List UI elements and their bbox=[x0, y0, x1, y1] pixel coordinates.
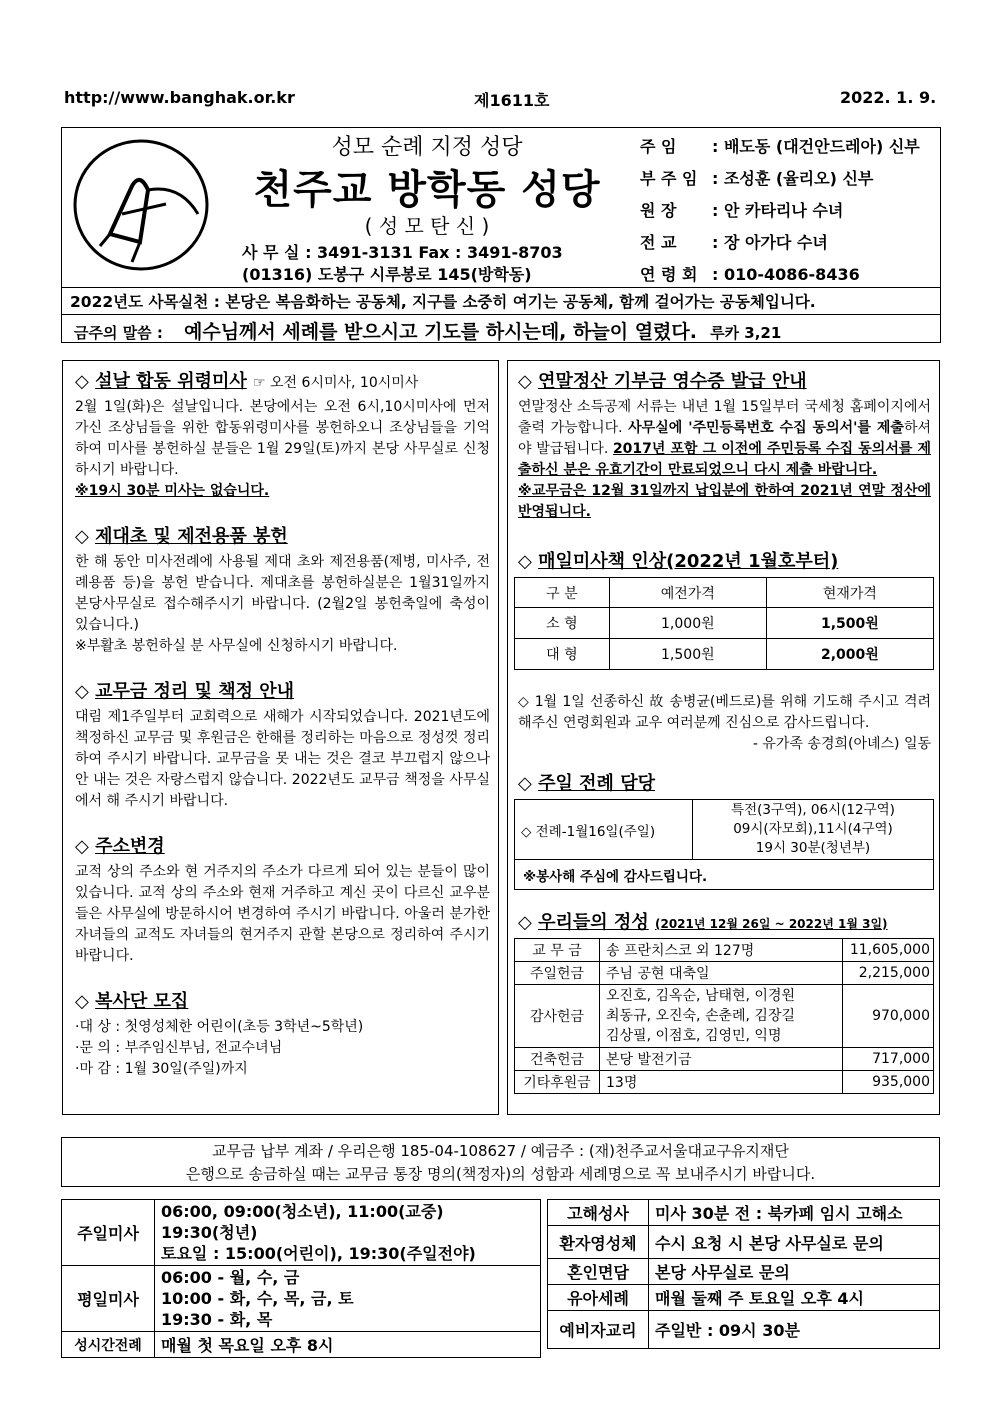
patron-name: ( 성 모 탄 신 ) bbox=[364, 214, 490, 238]
table-cell: 감사헌금 bbox=[515, 985, 600, 1048]
schedule-label: 유아세례 bbox=[548, 1285, 649, 1311]
divider bbox=[62, 287, 940, 288]
table-cell: 특전(3구역), 06시(12구역) 09시(자모회),11시(4구역) 19시 30분(청년부) bbox=[693, 800, 934, 860]
table-cell: 기타후원금 bbox=[515, 1071, 600, 1094]
paragraph: ◇ 1월 1일 선종하신 故 송병균(베드로)를 위해 기도해 주시고 격려해주신 연령회원과 교우 여러분께 진심으로 감사드립니다. bbox=[518, 694, 931, 731]
schedule-value: 매월 첫 목요일 오후 8시 bbox=[155, 1332, 541, 1358]
table-cell: 935,000 bbox=[843, 1071, 934, 1094]
schedule-label: 고해성사 bbox=[548, 1200, 649, 1226]
table-cell: 오진호, 김옥순, 남태현, 이경원 최동규, 오진숙, 손춘례, 김장길 김상필, 이점호, 김영민, 익명 bbox=[600, 985, 843, 1048]
schedule-label: 예비자교리 bbox=[548, 1311, 649, 1349]
schedule-label: 평일미사 bbox=[62, 1266, 155, 1332]
schedule-label: 성시간전례 bbox=[62, 1332, 155, 1358]
table-cell: 1,000원 bbox=[609, 608, 766, 639]
table-cell: 소 형 bbox=[515, 608, 610, 639]
schedule-value: 06:00 - 월, 수, 금 10:00 - 화, 수, 목, 금, 토 19:30 - 화, 목 bbox=[155, 1266, 541, 1332]
issue-number: 제1611호 bbox=[474, 91, 550, 110]
section-title: ◇ 복사단 모집 bbox=[75, 991, 189, 1012]
schedule-value: 수시 요청 시 본당 사무실로 문의 bbox=[649, 1226, 940, 1259]
table-cell: 970,000 bbox=[843, 985, 934, 1048]
section-title: ◇ 교무금 정리 및 책정 안내 bbox=[75, 681, 295, 702]
paragraph: 2월 1일(화)은 설날입니다. 본당에서는 오전 6시,10시미사에 먼저 가신 조상님들을 위한 합동위령미사를 봉헌하오니 조상님들을 기억하여 미사를 봉헌하실 분들은 1월 29일(토)까지 본당 사무실로 신청하시기 바랍니다. bbox=[75, 399, 490, 478]
schedule-value: 본당 사무실로 문의 bbox=[649, 1259, 940, 1285]
section-title: ◇ 제대초 및 제전용품 봉헌 bbox=[75, 526, 288, 547]
bank-info-box bbox=[61, 1137, 940, 1187]
table-cell: ◇ 전례-1월16일(주일) bbox=[515, 800, 693, 860]
left-column bbox=[62, 360, 499, 1115]
list-item: ·대 상 : 첫영성체한 어린이(초등 3학년~5학년) bbox=[75, 1019, 364, 1035]
signature-line: - 유가족 송경희(아녜스) 일동 bbox=[752, 736, 931, 752]
header-subtitle: 성모 순례 지정 성당 bbox=[331, 135, 523, 160]
office-phone: 사 무 실 : 3491-3131 Fax : 3491-8703 bbox=[242, 243, 563, 262]
table-cell: 주일헌금 bbox=[515, 962, 600, 985]
schedule-value: 매월 둘째 주 토요일 오후 4시 bbox=[649, 1285, 940, 1311]
pastoral-motto: 2022년도 사목실천 : 본당은 복음화하는 공동체, 지구를 소중히 여기는 공동체, 함께 걸어가는 공동체입니다. bbox=[70, 293, 816, 311]
staff-row: 부 주 임 : 조성훈 (율리오) 신부 bbox=[640, 169, 874, 188]
table-cell: 1,500원 bbox=[609, 639, 766, 670]
offering-table bbox=[514, 938, 934, 1094]
table-cell: 교 무 금 bbox=[515, 939, 600, 962]
price-table bbox=[514, 577, 934, 670]
table-cell: 717,000 bbox=[843, 1048, 934, 1071]
staff-row: 주 임 : 배도동 (대건안드레아) 신부 bbox=[640, 137, 920, 156]
liturgy-table bbox=[514, 799, 934, 890]
schedule-label: 주일미사 bbox=[62, 1200, 155, 1266]
section-title: ◇ 주일 전례 담당 bbox=[518, 773, 655, 794]
section-title: ◇ 설날 합동 위령미사 ☞ 오전 6시미사, 10시미사 bbox=[75, 371, 419, 392]
table-cell: ※봉사해 주심에 감사드립니다. bbox=[515, 860, 934, 890]
section-title: ◇ 매일미사책 인상(2022년 1월호부터) bbox=[518, 551, 839, 572]
staff-row: 연 령 회 : 010-4086-8436 bbox=[640, 265, 860, 284]
church-name: 천주교 방학동 성당 bbox=[253, 167, 601, 213]
issue-date: 2022. 1. 9. bbox=[840, 88, 937, 107]
mass-schedule-table bbox=[61, 1199, 541, 1358]
website-url: http://www.banghak.or.kr bbox=[64, 88, 295, 107]
church-logo bbox=[70, 134, 212, 276]
paragraph: ※19시 30분 미사는 없습니다. bbox=[75, 483, 270, 499]
divider bbox=[62, 314, 940, 315]
schedule-value: 주일반 : 09시 30분 bbox=[649, 1311, 940, 1349]
table-cell: 건축헌금 bbox=[515, 1048, 600, 1071]
table-cell: 주님 공현 대축일 bbox=[600, 962, 843, 985]
table-cell: 1,500원 bbox=[766, 608, 933, 639]
list-item: ·마 감 : 1월 30일(주일)까지 bbox=[75, 1061, 248, 1077]
section-title: ◇ 연말정산 기부금 영수증 발급 안내 bbox=[518, 371, 807, 392]
paragraph: 연말정산 소득공제 서류는 내년 1월 15일부터 국세청 홈페이지에서 출력 가능합니다. 사무실에 '주민등록번호 수집 동의서'를 제출하셔야 발급됩니다. 2017년 포함 그 이전에 주민등록 수집 동의서를 제출하신 분은 유효기간이 만료되었으니 다시 제출 바랍니다. bbox=[518, 399, 931, 478]
table-header: 예전가격 bbox=[609, 578, 766, 608]
section-title: ◇ 우리들의 정성 (2021년 12월 26일 ~ 2022년 1월 3일) bbox=[518, 912, 888, 933]
paragraph: 한 해 동안 미사전례에 사용될 제대 초와 제전용품(제병, 미사주, 전례용품 등)을 봉헌 받습니다. 제대초를 봉헌하실분은 1월31일까지 본당사무실로 접수해주시기 바랍니다. (2월2일 봉헌축일에 축성이 있습니다.) bbox=[75, 554, 490, 633]
sacrament-schedule-table bbox=[547, 1199, 940, 1349]
paragraph: 대림 제1주일부터 교회력으로 새해가 시작되었습니다. 2021년도에 책정하신 교무금 및 후원금은 한해를 정리하는 마음으로 정성껏 정리하여 주시기 바랍니다. 교무금을 못 내는 것은 결코 부끄럽지 않으나 안 내는 것은 자랑스럽지 않습니다. 2022년도 교무금 책정을 사무실에서 해 주시기 바랍니다. bbox=[75, 709, 490, 809]
list-item: ·문 의 : 부주임신부님, 전교수녀님 bbox=[75, 1040, 283, 1056]
table-cell: 2,000원 bbox=[766, 639, 933, 670]
table-cell: 2,215,000 bbox=[843, 962, 934, 985]
office-address: (01316) 도봉구 시루봉로 145(방학동) bbox=[242, 265, 532, 284]
table-header: 현재가격 bbox=[766, 578, 933, 608]
table-cell: 13명 bbox=[600, 1071, 843, 1094]
table-header: 구 분 bbox=[515, 578, 610, 608]
schedule-value: 06:00, 09:00(청소년), 11:00(교중) 19:30(청년) 토요일 : 15:00(어린이), 19:30(주일전야) bbox=[155, 1200, 541, 1266]
paragraph: ※교무금은 12월 31일까지 납입분에 한하여 2021년 연말 정산에 반영됩니다. bbox=[518, 483, 931, 520]
table-cell: 본당 발전기금 bbox=[600, 1048, 843, 1071]
staff-row: 원 장 : 안 카타리나 수녀 bbox=[640, 201, 844, 220]
schedule-label: 혼인면담 bbox=[548, 1259, 649, 1285]
staff-row: 전 교 : 장 아가다 수녀 bbox=[640, 233, 828, 252]
paragraph: 교적 상의 주소와 현 거주지의 주소가 다르게 되어 있는 분들이 많이 있습니다. 교적 상의 주소와 현재 거주하고 계신 곳이 다르신 교우분들은 사무실에 방문하시어 변경하여 주시기 바랍니다. 아울러 분가한 자녀들의 교적도 자녀들의 현거주지 관할 본당으로 정리하여 주시기 바랍니다. bbox=[75, 864, 490, 964]
section-title: ◇ 주소변경 bbox=[75, 836, 165, 857]
schedule-label: 환자영성체 bbox=[548, 1226, 649, 1259]
table-cell: 대 형 bbox=[515, 639, 610, 670]
right-column bbox=[507, 360, 940, 1115]
weekly-word: 금주의 말씀 : 예수님께서 세례를 받으시고 기도를 하시는데, 하늘이 열렸다. 루카 3,21 bbox=[74, 321, 782, 343]
bank-line: 은행으로 송금하실 때는 교무금 통장 명의(책정자)의 성함과 세례명으로 꼭 보내주시기 바랍니다. bbox=[185, 1165, 816, 1183]
paragraph: ※부활초 봉헌하실 분 사무실에 신청하시기 바랍니다. bbox=[75, 638, 398, 654]
table-cell: 송 프란치스코 외 127명 bbox=[600, 939, 843, 962]
header-box bbox=[61, 127, 941, 343]
table-cell: 11,605,000 bbox=[843, 939, 934, 962]
bank-line: 교무금 납부 계좌 / 우리은행 185-04-108627 / 예금주 : (재)천주교서울대교구유지재단 bbox=[212, 1142, 789, 1160]
schedule-value: 미사 30분 전 : 북카페 임시 고해소 bbox=[649, 1200, 940, 1226]
